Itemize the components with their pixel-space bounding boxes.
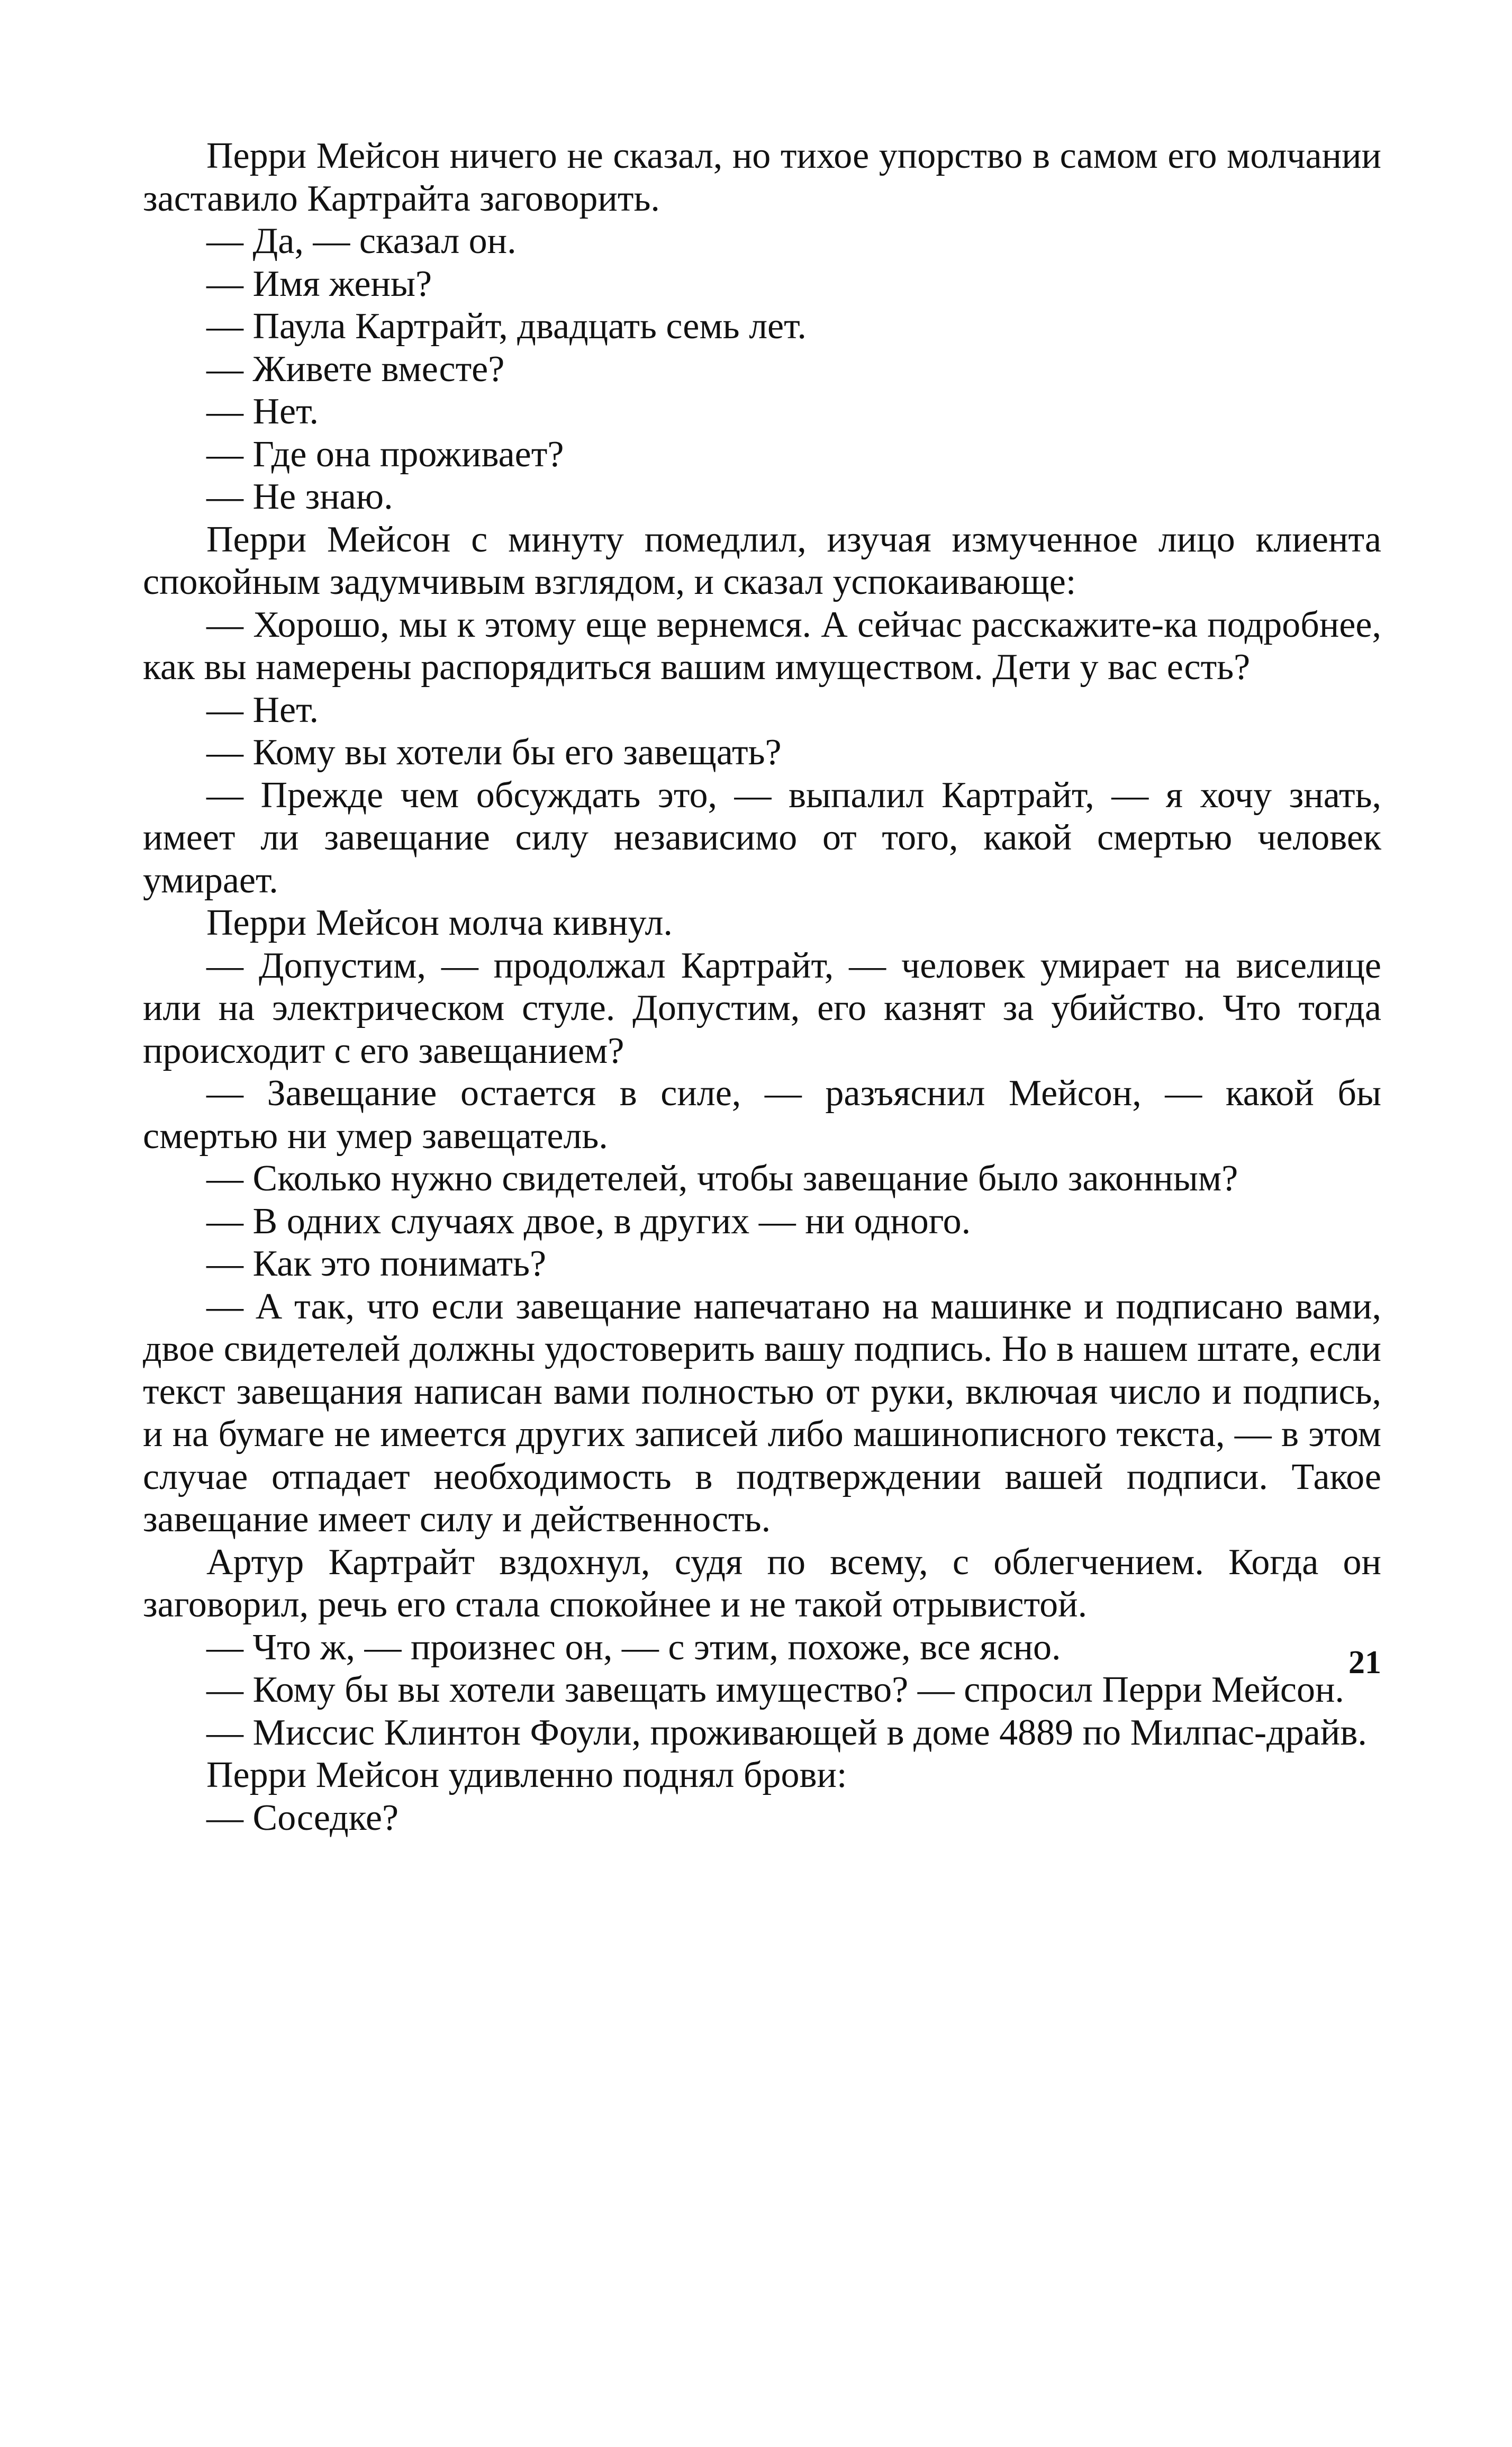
paragraph: — Завещание остается в силе, — разъяснил Мейсон, — какой бы смертью ни умер завещатель.: [143, 1073, 1381, 1157]
paragraph: — Нет.: [206, 391, 319, 432]
paragraph: — Где она проживает?: [206, 434, 564, 475]
paragraph: — Допустим, — продолжал Картрайт, — человек умирает на виселице или на электрическом стуле. Допустим, его казнят за убийство. Что тогда происходит с его завещанием?: [143, 945, 1381, 1071]
paragraph: — Хорошо, мы к этому еще вернемся. А сейчас расскажите-ка подробнее, как вы намерены распорядиться вашим имуществом. Дети у вас есть?: [143, 604, 1381, 688]
paragraph: — Соседке?: [206, 1797, 399, 1838]
paragraph: — Что ж, — произнес он, — с этим, похоже, все ясно.: [206, 1627, 1061, 1668]
paragraph: — Кому вы хотели бы его завещать?: [206, 732, 782, 773]
paragraph: — Не знаю.: [206, 476, 393, 517]
paragraph: — Да, — сказал он.: [206, 221, 517, 261]
paragraph: Перри Мейсон с минуту помедлил, изучая измученное лицо клиента спокойным задумчивым взглядом, и сказал успокаивающе:: [143, 519, 1381, 602]
paragraph: — Как это понимать?: [206, 1243, 547, 1284]
paragraph: — А так, что если завещание напечатано на машинке и подписано вами, двое свидетелей должны удостоверить вашу подпись. Но в нашем штате, если текст завещания написан вами полностью от руки, включая число и подпись, и на бумаге не имеется других записей либо машинописного текста, — в этом случае отпадает необходимость в подтверждении вашей подписи. Такое завещание имеет силу и действенность.: [143, 1286, 1381, 1540]
paragraph: — Миссис Клинтон Фоули, проживающей в доме 4889 по Милпас-драйв.: [206, 1712, 1367, 1753]
paragraph: — Имя жены?: [206, 263, 432, 304]
paragraph: — Живете вместе?: [206, 348, 505, 390]
paragraph: — Прежде чем обсуждать это, — выпалил Картрайт, — я хочу знать, имеет ли завещание силу независимо от того, какой смертью человек умирает.: [143, 774, 1381, 901]
paragraph: Артур Картрайт вздохнул, судя по всему, с облегчением. Когда он заговорил, речь его стала спокойнее и не такой отрывистой.: [143, 1541, 1381, 1625]
paragraph: — В одних случаях двое, в других — ни одного.: [206, 1200, 971, 1242]
paragraph: — Нет.: [206, 689, 319, 730]
page-text-body: [143, 135, 1381, 1839]
page-number: 21: [1348, 1645, 1381, 1681]
paragraph: Перри Мейсон удивленно поднял брови:: [206, 1755, 847, 1795]
paragraph: — Кому бы вы хотели завещать имущество? — спросил Перри Мейсон.: [206, 1669, 1344, 1710]
paragraph: — Паула Картрайт, двадцать семь лет.: [206, 306, 807, 347]
paragraph: Перри Мейсон молча кивнул.: [206, 902, 673, 943]
paragraph: Перри Мейсон ничего не сказал, но тихое упорство в самом его молчании заставило Картрайта заговорить.: [143, 136, 1381, 219]
paragraph: — Сколько нужно свидетелей, чтобы завещание было законным?: [206, 1158, 1238, 1199]
